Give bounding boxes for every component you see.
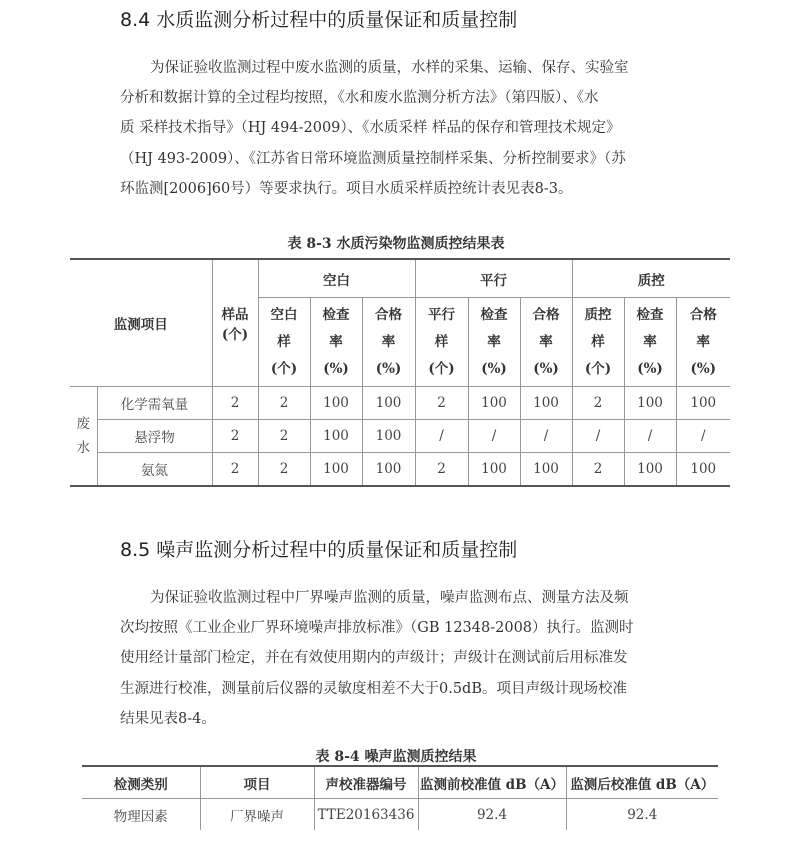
header-cell: 监测前校准值 dB（A） [418, 766, 566, 799]
header-cell: 监测后校准值 dB（A） [566, 766, 718, 799]
paragraph-8-4 [120, 53, 690, 204]
sub-header-text: (%) [323, 360, 349, 377]
sub-header-text: 平行 [428, 306, 455, 323]
table-8-4-caption: 表 8-4 噪声监测质控结果 [315, 749, 477, 765]
group-header: 质控 [572, 259, 730, 298]
sub-header [676, 298, 730, 387]
table-cell: 厂界噪声 [200, 799, 314, 831]
table-cell: 100 [624, 387, 676, 420]
table-cell: 100 [310, 453, 362, 487]
sub-header [520, 298, 572, 387]
category-text: 废 [76, 416, 90, 432]
sub-header-text: (个) [584, 360, 612, 377]
sub-header-text: 率 [539, 333, 553, 350]
table-cell: 100 [310, 420, 362, 453]
sub-header-text: (%) [637, 360, 663, 377]
sub-header-text: (个) [428, 360, 455, 377]
sub-header-text: 样 [434, 333, 449, 350]
text-line: 次均按照《工业企业厂界环境噪声排放标准》（GB 12348-2008）执行。监测时 [120, 620, 634, 637]
table-cell: 2 [212, 420, 258, 453]
text-line: （HJ 493-2009）、《江苏省日常环境监测质量控制样采集、分析控制要求》（苏 [120, 150, 626, 167]
sub-header-text: 合格 [689, 306, 717, 323]
sub-header-text: (%) [690, 360, 717, 377]
header-text: (个) [221, 327, 249, 343]
table-cell: / [572, 420, 624, 453]
noise-qc-table [82, 765, 718, 830]
text-line: 质 采样技术指导》（HJ 494-2009）、《水质采样 样品的保存和管理技术规定》 [120, 120, 621, 137]
table-cell: 100 [362, 420, 415, 453]
table-cell: / [676, 420, 730, 453]
table-cell: 100 [520, 453, 572, 487]
table-cell: TTE20163436 [314, 799, 418, 831]
table-cell: 2 [415, 453, 468, 487]
header-cell: 项目 [200, 766, 314, 799]
item-cell: 化学需氧量 [97, 387, 212, 420]
table-cell: 100 [624, 453, 676, 487]
table-cell: 100 [310, 387, 362, 420]
sub-header-text: 率 [329, 333, 343, 350]
text-line: 环监测[2006]60号）等要求执行。项目水质采样质控统计表见表8-3。 [120, 180, 573, 197]
table-cell: 100 [468, 387, 520, 420]
table-8-3-caption: 表 8-3 水质污染物监测质控结果表 [287, 236, 505, 252]
sub-header-text: 率 [487, 333, 501, 350]
sub-header-text: 质控 [584, 306, 612, 323]
table-cell: / [415, 420, 468, 453]
sub-header [258, 298, 310, 387]
table-cell: / [468, 420, 520, 453]
text-line: 分析和数据计算的全过程均按照，《水和废水监测分析方法》（第四版）、《水 [120, 90, 599, 107]
sub-header-text: 率 [381, 333, 396, 350]
item-cell: 氨氮 [97, 453, 212, 487]
text-line: 使用经计量部门检定，并在有效使用期内的声级计；声级计在测试前后用标准发 [120, 650, 628, 667]
sub-header [468, 298, 520, 387]
table-cell: 2 [212, 387, 258, 420]
sub-header [310, 298, 362, 387]
sub-header-text: 样 [591, 333, 605, 350]
sub-header [624, 298, 676, 387]
sub-header-text: 空白 [270, 306, 298, 323]
sub-header-text: 检查 [636, 306, 664, 323]
table-cell: 2 [258, 420, 310, 453]
header-cell: 声校准器编号 [314, 766, 418, 799]
category-text: 水 [76, 440, 90, 456]
sub-header-text: 合格 [375, 306, 402, 323]
table-cell: 100 [520, 387, 572, 420]
text-line: 生源进行校准，测量前后仪器的灵敏度相差不大于0.5dB。项目声级计现场校准 [120, 680, 627, 697]
header-sample [212, 259, 258, 387]
sub-header-text: 样 [277, 333, 291, 350]
table-cell: 2 [212, 453, 258, 487]
sub-header-text: (个) [270, 360, 298, 377]
header-item: 监测项目 [70, 259, 212, 387]
table-cell: / [520, 420, 572, 453]
table-cell: 2 [415, 387, 468, 420]
table-cell: 2 [572, 453, 624, 487]
sub-header-text: 检查 [322, 306, 350, 323]
sub-header [415, 298, 468, 387]
sub-header-text: (%) [375, 360, 402, 377]
text-line: 为保证验收监测过程中废水监测的质量，水样的采集、运输、保存、实验室 [150, 60, 629, 76]
table-row [82, 799, 718, 831]
sub-header-text: (%) [533, 360, 559, 377]
table-row [70, 453, 730, 487]
table-cell: 2 [258, 387, 310, 420]
table-cell: 100 [362, 387, 415, 420]
text-line: 为保证验收监测过程中厂界噪声监测的质量，噪声监测布点、测量方法及频 [150, 590, 629, 606]
section-heading-8-5: 8.5 噪声监测分析过程中的质量保证和质量控制 [120, 539, 518, 561]
table-cell: / [624, 420, 676, 453]
header-cell: 检测类别 [82, 766, 200, 799]
group-header: 空白 [258, 259, 415, 298]
sub-header-text: 检查 [480, 306, 508, 323]
table-cell: 100 [468, 453, 520, 487]
table-row [70, 387, 730, 420]
category-cell [70, 387, 97, 487]
sub-header-text: (%) [481, 360, 507, 377]
sub-header [362, 298, 415, 387]
water-qc-table [70, 258, 730, 487]
table-cell: 物理因素 [82, 799, 200, 831]
header-text: 样品 [221, 307, 249, 323]
paragraph-8-5 [120, 583, 690, 734]
table-cell: 100 [676, 387, 730, 420]
table-cell: 2 [572, 387, 624, 420]
table-cell: 2 [258, 453, 310, 487]
sub-header-text: 率 [643, 333, 657, 350]
table-row [70, 420, 730, 453]
table-cell: 92.4 [566, 799, 718, 831]
group-header: 平行 [415, 259, 572, 298]
sub-header-text: 合格 [532, 306, 560, 323]
table-cell: 92.4 [418, 799, 566, 831]
table-cell: 100 [362, 453, 415, 487]
section-heading-8-4: 8.4 水质监测分析过程中的质量保证和质量控制 [120, 9, 518, 31]
sub-header [572, 298, 624, 387]
item-cell: 悬浮物 [97, 420, 212, 453]
sub-header-text: 率 [696, 333, 710, 350]
table-cell: 100 [676, 453, 730, 487]
text-line: 结果见表8-4。 [120, 710, 216, 727]
